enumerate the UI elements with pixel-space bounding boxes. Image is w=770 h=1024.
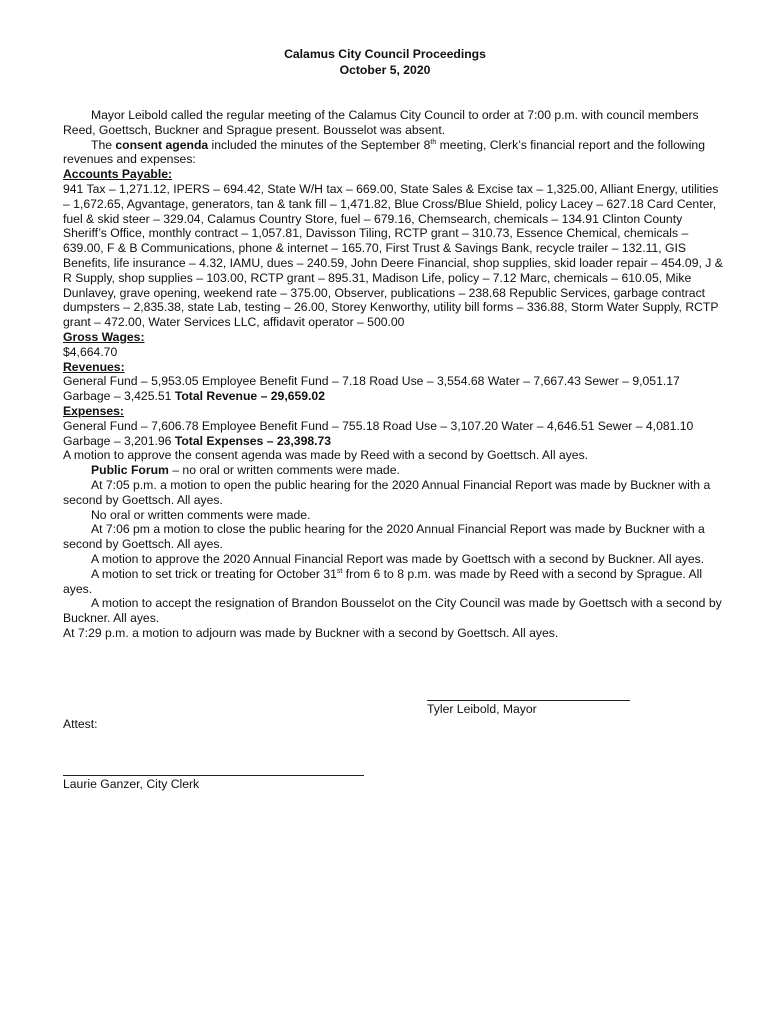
trick-text-post: from 6 to 8 p.m. was made by Reed with a second by Sprague. All ayes. <box>63 566 703 596</box>
approve-report-motion: A motion to approve the 2020 Annual Financial Report was made by Goettsch with a second by Buckner. All ayes. <box>91 551 705 566</box>
close-hearing-motion: At 7:06 pm a motion to close the public hearing for the 2020 Annual Financial Report was made by Buckner with a second by Goettsch. All ayes. <box>63 522 705 552</box>
revenues-paragraph <box>63 374 723 404</box>
expenses-paragraph <box>63 419 723 449</box>
adjourn-motion: At 7:29 p.m. a motion to adjourn was made by Buckner with a second by Goettsch. All ayes. <box>63 625 559 640</box>
trick-superscript: st <box>336 567 343 575</box>
gross-wages-amount: $4,664.70 <box>63 344 118 359</box>
trick-text-pre: A motion to set trick or treating for October 31 <box>91 566 337 581</box>
revenues-heading: Revenues: <box>63 359 125 374</box>
clerk-signature-name: Laurie Ganzer, City Clerk <box>63 777 200 791</box>
trick-or-treat-motion <box>63 567 723 597</box>
mayor-signature-line <box>427 700 630 701</box>
mayor-signature-name: Tyler Leibold, Mayor <box>427 702 537 716</box>
public-forum-label: Public Forum <box>91 463 169 478</box>
no-comments-note: No oral or written comments were made. <box>91 507 311 522</box>
consent-superscript: th <box>430 138 437 146</box>
call-to-order-paragraph: Mayor Leibold called the regular meeting of the Calamus City Council to order at 7:00 p.m. with council members Reed, Goettsch, Buckner and Sprague present. Bousselot was absent. <box>63 108 699 137</box>
revenues-list: General Fund – 5,953.05 Employee Benefit Fund – 7.18 Road Use – 3,554.68 Water – 7,667.43 Sewer – 9,051.17 Garbage – 3,425.51 <box>63 374 680 404</box>
open-hearing-motion: At 7:05 p.m. a motion to open the public hearing for the 2020 Annual Financial Report was made by Buckner with a second by Goettsch. All ayes. <box>63 477 711 507</box>
document-date: October 5, 2020 <box>339 63 431 77</box>
clerk-signature-line <box>63 775 364 776</box>
consent-approval-motion: A motion to approve the consent agenda was made by Reed with a second by Goettsch. All ayes. <box>63 448 589 463</box>
consent-agenda-paragraph <box>63 138 723 168</box>
accounts-payable-heading: Accounts Payable: <box>63 167 173 182</box>
expenses-list: General Fund – 7,606.78 Employee Benefit Fund – 755.18 Road Use – 3,107.20 Water – 4,646.51 Sewer – 4,081.10 Garbage – 3,201.96 <box>63 418 694 448</box>
document-body <box>63 108 723 641</box>
resignation-motion: A motion to accept the resignation of Brandon Bousselot on the City Council was made by Goettsch with a second by Buckner. All ayes. <box>63 596 722 626</box>
consent-text-b: meeting, Clerk’s financial report and the following revenues and expenses: <box>63 137 705 167</box>
attest-label: Attest: <box>63 717 98 731</box>
gross-wages-heading: Gross Wages: <box>63 329 145 344</box>
expenses-heading: Expenses: <box>63 403 124 418</box>
document-title: Calamus City Council Proceedings <box>284 47 486 61</box>
public-forum-text: – no oral or written comments were made. <box>168 463 400 478</box>
public-forum-paragraph <box>63 463 723 478</box>
revenues-total: Total Revenue – 29,659.02 <box>174 389 325 404</box>
consent-pre: The <box>91 137 116 152</box>
consent-agenda-label: consent agenda <box>115 137 209 152</box>
expenses-total: Total Expenses – 23,398.73 <box>174 433 332 448</box>
accounts-payable-list: 941 Tax – 1,271.12, IPERS – 694.42, State W/H tax – 669.00, State Sales & Excise tax – 1,325.00, Alliant Energy, utilities – 1,672.65, Agvantage, generators, tan & tank fill – 1,471.82, Blue Cross/Blue Shield, policy Lacey – 627.18 Card Center, fuel & skid steer – 329.04, Calamus Country Store, fuel – 679.16, Chemsearch, chemicals – 134.91 Clinton County Sheriff’s Office, monthly contract – 1,057.81, Davisson Tiling, RCTP grant – 310.73, Essence Chemical, chemicals – 639.00, F & B Communications, phone & internet – 165.70, First Trust & Savings Bank, recycle trailer – 132.11, GIS Benefits, life insurance – 4.32, IAMU, dues – 240.59, John Deere Financial, shop supplies, skid loader repair – 454.09, J & R Supply, shop supplies – 103.00, RCTP grant – 895.31, Madison Life, policy – 7.12 Marc, chemicals – 610.05, Mike Dunlavey, grave opening, weekend rate – 375.00, Observer, publications – 238.68 Republic Services, garbage contract dumpsters – 2,835.38, state Lab, testing – 26.00, Storey Kenworthy, utility bill forms – 336.88, Storm Water Supply, RCTP grant – 472.00, Water Services LLC, affidavit operator – 500.00 <box>63 181 723 330</box>
consent-text-a: included the minutes of the September 8 <box>208 137 431 152</box>
